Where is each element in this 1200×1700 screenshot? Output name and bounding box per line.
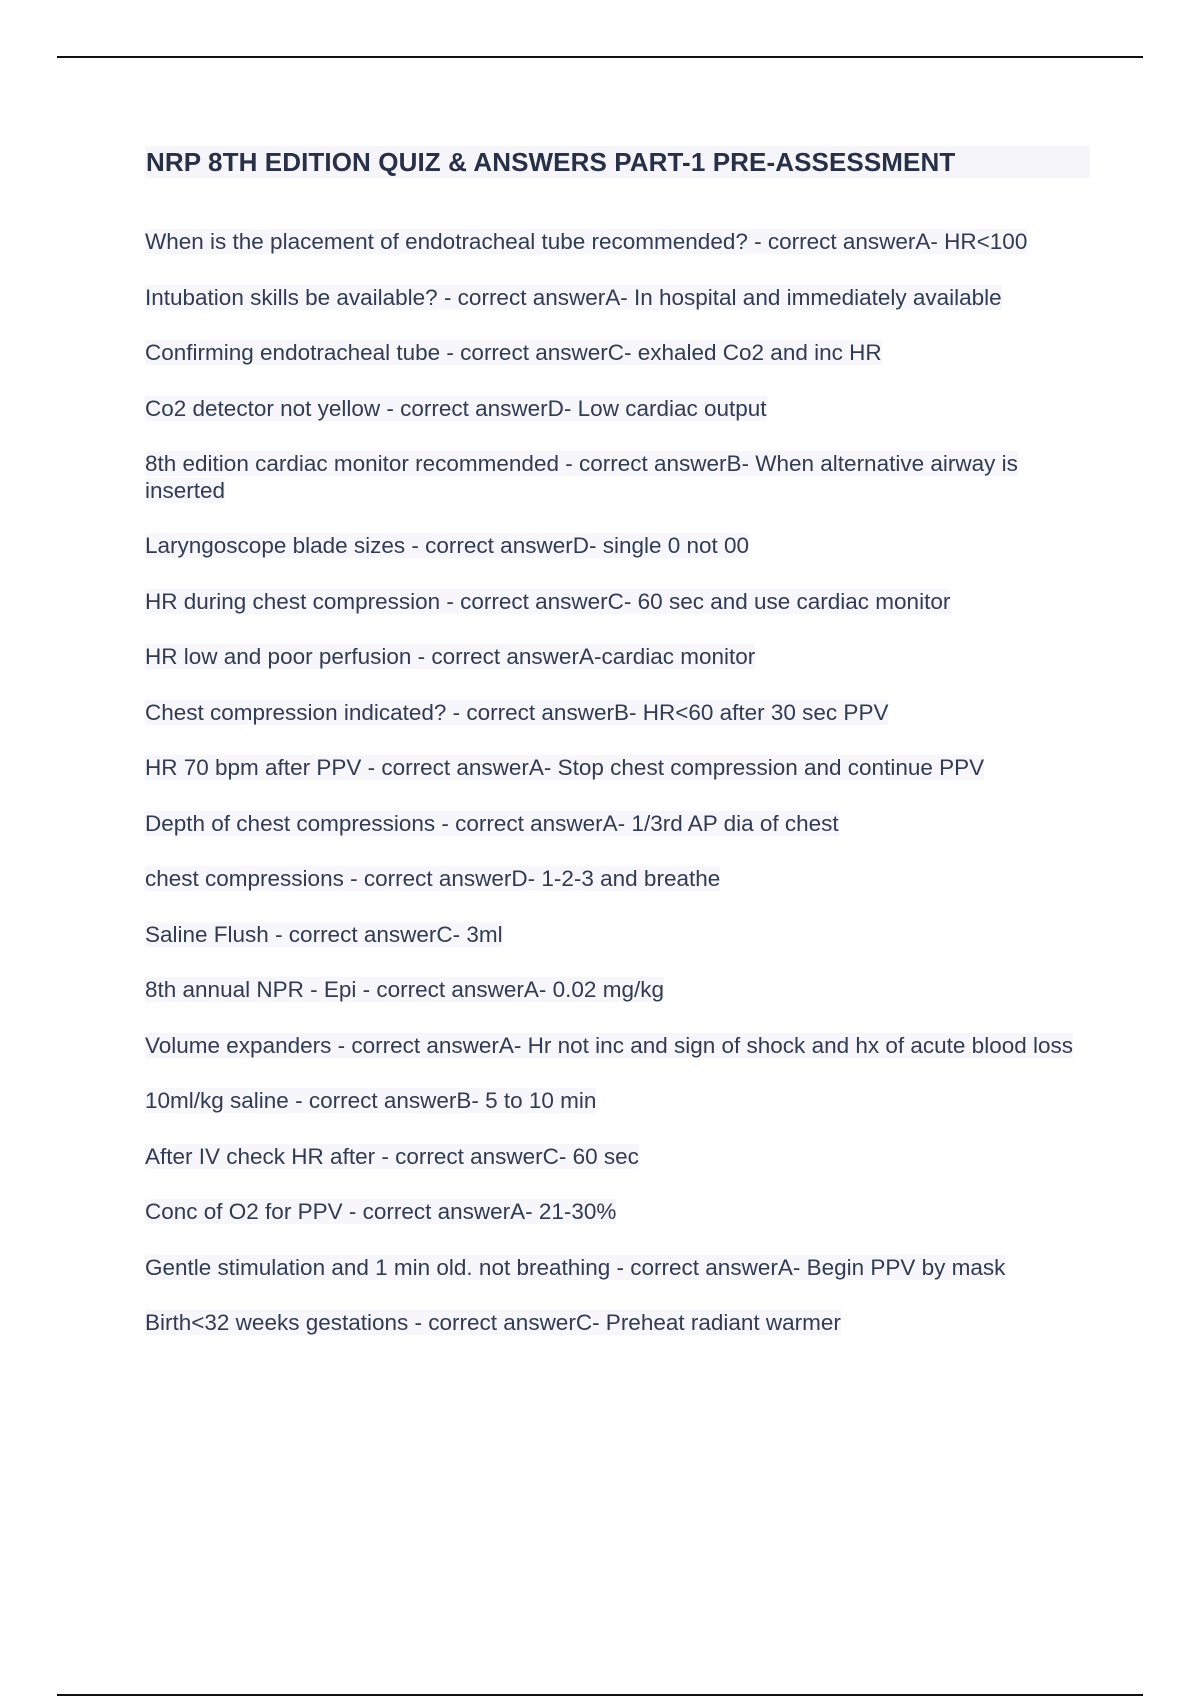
qa-item-text: Gentle stimulation and 1 min old. not breathing - correct answerA- Begin PPV by mask bbox=[145, 1254, 1006, 1280]
qa-item bbox=[145, 1033, 1090, 1060]
qa-item bbox=[145, 1144, 1090, 1171]
qa-item bbox=[145, 229, 1090, 256]
qa-list bbox=[145, 229, 1090, 1337]
document-title: NRP 8TH EDITION QUIZ & ANSWERS PART-1 PRE-ASSESSMENT bbox=[145, 146, 1090, 178]
qa-item-text: Birth<32 weeks gestations - correct answerC- Preheat radiant warmer bbox=[145, 1310, 841, 1335]
qa-item bbox=[145, 451, 1090, 504]
qa-item bbox=[145, 1310, 1090, 1337]
qa-item bbox=[145, 700, 1090, 727]
qa-item-text: Confirming endotracheal tube - correct answerC- exhaled Co2 and inc HR bbox=[145, 340, 882, 365]
qa-item-text: Intubation skills be available? - correct answerA- In hospital and immediately available bbox=[145, 284, 1002, 310]
qa-item-text: When is the placement of endotracheal tube recommended? - correct answerA- HR<100 bbox=[145, 229, 1028, 254]
qa-item-text: Saline Flush - correct answerC- 3ml bbox=[145, 921, 503, 947]
qa-item-text: HR low and poor perfusion - correct answerA-cardiac monitor bbox=[145, 644, 756, 669]
qa-item-text: After IV check HR after - correct answerC- 60 sec bbox=[145, 1143, 639, 1169]
qa-item bbox=[145, 922, 1090, 949]
qa-item-text: chest compressions - correct answerD- 1-2-3 and breathe bbox=[145, 866, 721, 891]
qa-item bbox=[145, 977, 1090, 1004]
qa-item bbox=[145, 589, 1090, 616]
qa-item bbox=[145, 755, 1090, 782]
qa-item bbox=[145, 1088, 1090, 1115]
qa-item bbox=[145, 285, 1090, 312]
qa-item-text: HR 70 bpm after PPV - correct answerA- Stop chest compression and continue PPV bbox=[145, 755, 985, 780]
qa-item-text: Depth of chest compressions - correct answerA- 1/3rd AP dia of chest bbox=[145, 810, 839, 836]
qa-item-text: Volume expanders - correct answerA- Hr not inc and sign of shock and hx of acute blood loss bbox=[145, 1032, 1073, 1058]
qa-item bbox=[145, 866, 1090, 893]
qa-item bbox=[145, 644, 1090, 671]
qa-item-text: Co2 detector not yellow - correct answerD- Low cardiac output bbox=[145, 395, 767, 421]
qa-item-text: 8th annual NPR - Epi - correct answerA- 0.02 mg/kg bbox=[145, 977, 664, 1002]
qa-item-text: 8th edition cardiac monitor recommended - correct answerB- When alternative airway is inserted bbox=[145, 451, 1018, 503]
qa-item-text: 10ml/kg saline - correct answerB- 5 to 10 min bbox=[145, 1088, 597, 1113]
qa-item bbox=[145, 1199, 1090, 1226]
qa-item bbox=[145, 1255, 1090, 1282]
qa-item bbox=[145, 533, 1090, 560]
qa-item bbox=[145, 811, 1090, 838]
top-rule bbox=[57, 56, 1143, 58]
qa-item bbox=[145, 340, 1090, 367]
qa-item-text: Chest compression indicated? - correct answerB- HR<60 after 30 sec PPV bbox=[145, 699, 889, 725]
document-body bbox=[145, 146, 1090, 1366]
qa-item-text: Conc of O2 for PPV - correct answerA- 21-30% bbox=[145, 1199, 617, 1224]
qa-item-text: HR during chest compression - correct answerC- 60 sec and use cardiac monitor bbox=[145, 588, 951, 614]
bottom-rule bbox=[57, 1694, 1143, 1696]
qa-item bbox=[145, 396, 1090, 423]
qa-item-text: Laryngoscope blade sizes - correct answerD- single 0 not 00 bbox=[145, 533, 750, 558]
